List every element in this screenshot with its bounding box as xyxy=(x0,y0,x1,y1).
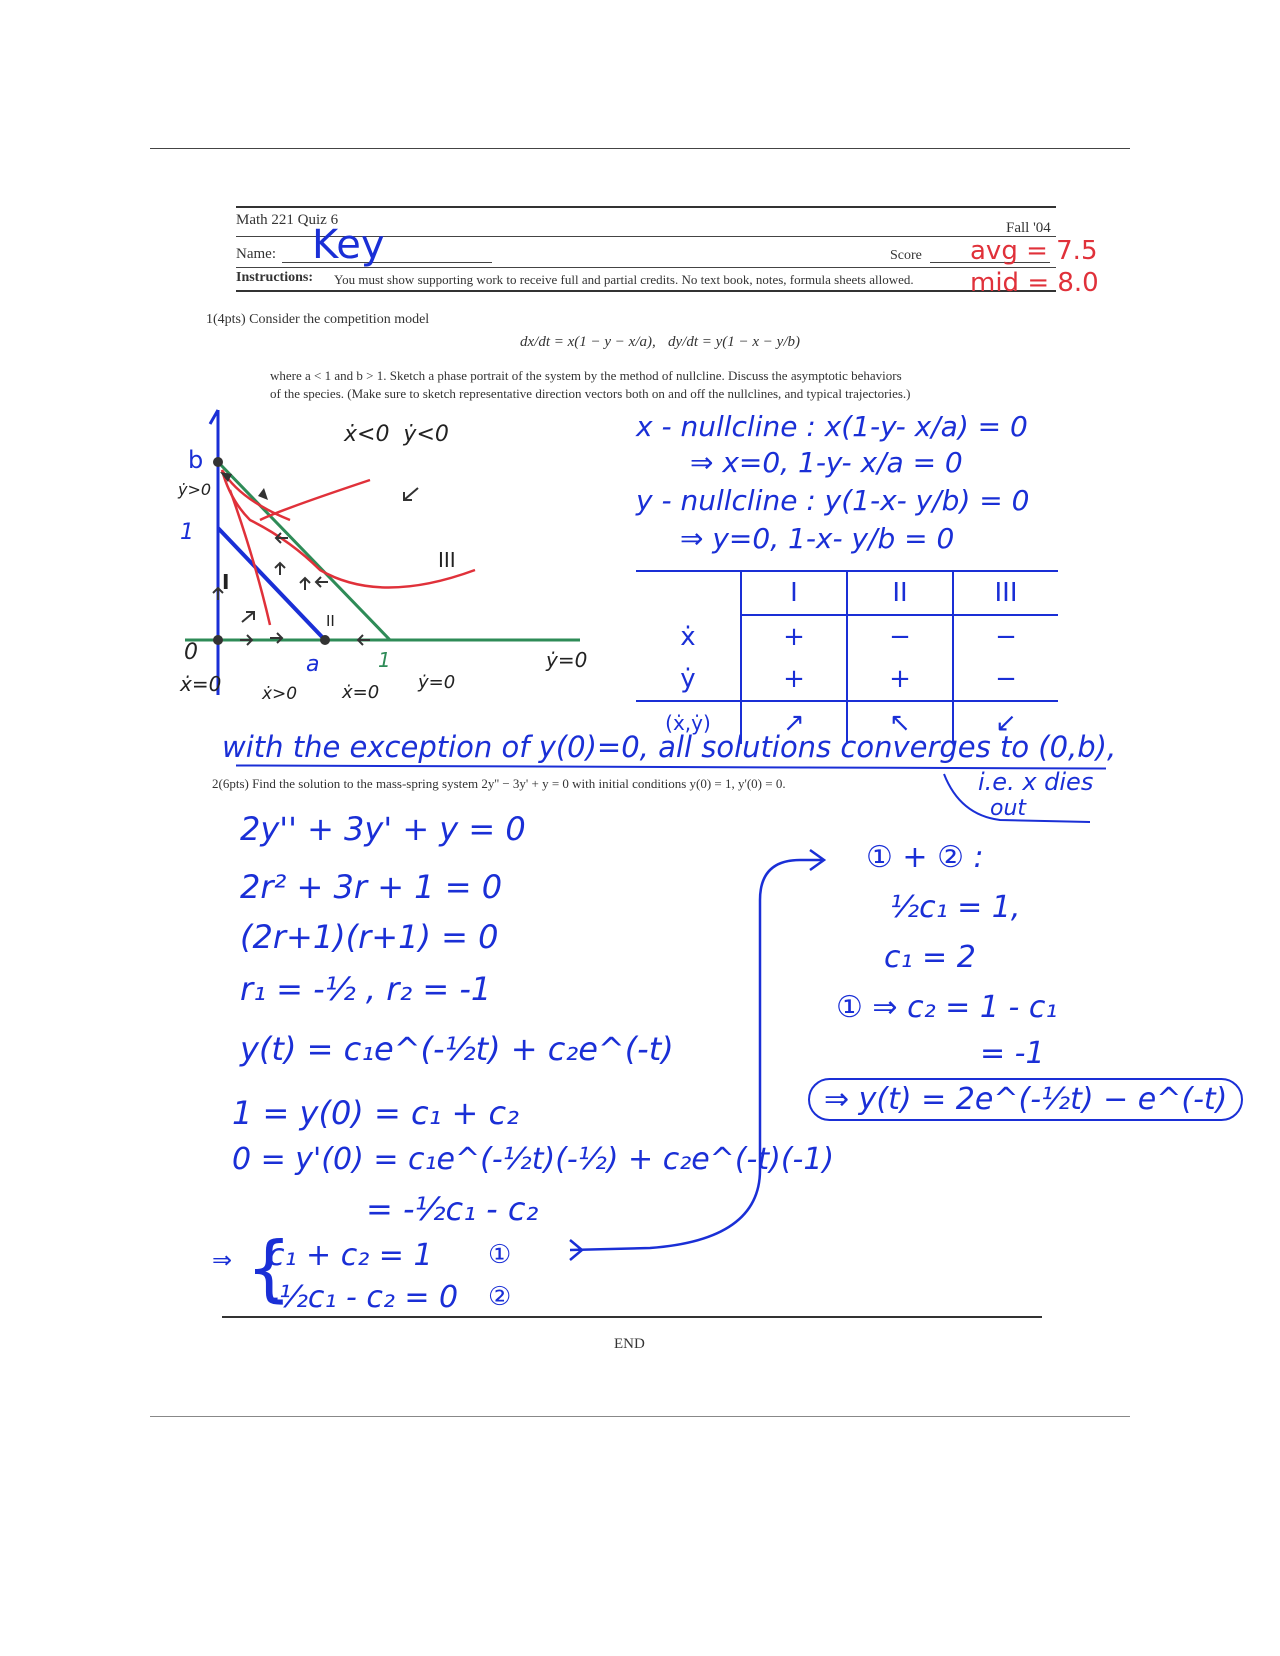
problem1-conditions-2: of the species. (Make sure to sketch representative direction vectors both on and off the nullclines, and typical trajectories.) xyxy=(270,386,911,401)
diag-label-xdot-pos: ẋ>0 xyxy=(262,684,298,704)
table-cell: + xyxy=(741,658,847,701)
y-nullcline-line xyxy=(218,462,390,640)
top-page-rule xyxy=(150,148,1130,149)
table-row xyxy=(636,658,1058,701)
solution-step-5: y(t) = c₁e^(-½t) + c₂e^(-t) xyxy=(240,1030,674,1068)
solution-right-3: c₁ = 2 xyxy=(884,940,976,975)
footer-end: END xyxy=(614,1336,645,1352)
diag-label-region-II: II xyxy=(326,612,335,630)
end-rule xyxy=(222,1316,1042,1318)
diag-label-a: a xyxy=(306,652,320,677)
score-avg: avg = 7.5 xyxy=(970,236,1098,266)
table-cell: ↙ xyxy=(995,708,1017,738)
header-rule-top xyxy=(236,206,1056,208)
instructions-text: You must show supporting work to receive full and partial credits. No text book, notes, formula sheets allowed. xyxy=(334,272,914,287)
system-eq1: c₁ + c₂ = 1 xyxy=(268,1238,433,1273)
diag-label-ydot-zero-bottom: ẏ=0 xyxy=(418,672,456,693)
final-answer: ⇒ y(t) = 2e^(-½t) − e^(-t) xyxy=(808,1078,1243,1121)
system-eq2: -½c₁ - c₂ = 0 xyxy=(268,1280,459,1315)
name-label: Name: xyxy=(236,246,276,262)
solution-step-2: 2r² + 3r + 1 = 0 xyxy=(240,868,503,906)
table-cell: ẏ xyxy=(636,658,741,701)
diag-label-xdot-zero-left: ẋ=0 xyxy=(180,672,222,696)
table-cell: − xyxy=(995,622,1017,652)
arrow-up-2 xyxy=(300,578,310,590)
solution-right-5: = -1 xyxy=(980,1036,1045,1071)
equilibrium-b xyxy=(213,457,223,467)
solution-step-4: r₁ = -½ , r₂ = -1 xyxy=(240,970,492,1008)
diag-label-1-x: 1 xyxy=(378,648,391,672)
diag-label-b: b xyxy=(188,446,204,474)
conclusion-line3: out xyxy=(990,796,1027,821)
arrow-down-left-top xyxy=(404,488,418,500)
solution-step-7: 0 = y'(0) = c₁e^(-½t)(-½) + c₂e^(-t)(-1) xyxy=(232,1142,835,1177)
instructions-label: Instructions: xyxy=(236,270,314,285)
diag-label-ydot-pos: ẏ>0 xyxy=(178,480,212,499)
diag-label-region-I: I xyxy=(222,570,230,594)
diag-label-xdot-zero: ẋ=0 xyxy=(342,682,380,703)
table-header-III: III xyxy=(953,571,1058,615)
problem2-prompt: 2(6pts) Find the solution to the mass-spring system 2y'' − 3y' + y = 0 with initial conditions y(0) = 1, y'(0) = 0. xyxy=(212,776,786,791)
system-brace: { xyxy=(246,1226,292,1310)
table-cell: + xyxy=(741,615,847,658)
name-value: Key xyxy=(312,222,385,268)
solution-right-4: ① ⇒ c₂ = 1 - c₁ xyxy=(836,990,1058,1025)
system-tag2: ② xyxy=(488,1282,512,1312)
solution-right-1: ① + ② : xyxy=(866,840,984,875)
conclusion-line1: with the exception of y(0)=0, all solutions converges to (0,b), xyxy=(222,730,1117,764)
system-tag1: ① xyxy=(488,1240,512,1270)
table-cell: ↖ xyxy=(847,701,953,744)
arrow-ne xyxy=(242,612,254,622)
table-header-II: II xyxy=(847,571,953,615)
arrowhead-ur-2 xyxy=(258,488,268,500)
arrow-right-1 xyxy=(240,635,252,645)
solution-step-3: (2r+1)(r+1) = 0 xyxy=(240,918,499,956)
conclusion-bracket xyxy=(940,770,1100,830)
table-cell: − xyxy=(847,615,953,658)
problem-divider xyxy=(236,764,1106,769)
diag-label-top: ẋ<0 ẏ<0 xyxy=(344,422,449,447)
table-cell xyxy=(636,571,741,615)
x-nullcline-1: x - nullcline : x(1-y- x/a) = 0 xyxy=(636,410,1028,443)
y-nullcline-1: y - nullcline : y(1-x- y/b) = 0 xyxy=(636,484,1030,517)
table-cell: ↗ xyxy=(741,701,847,744)
score-mid: mid = 8.0 xyxy=(970,268,1099,298)
table-cell: ẋ xyxy=(636,615,741,658)
term-label: Fall '04 xyxy=(1006,220,1051,236)
diag-label-ydot-zero-right: ẏ=0 xyxy=(546,648,588,672)
table-cell: + xyxy=(847,658,953,701)
arrow-left-axis xyxy=(358,635,370,645)
table-cell: − xyxy=(953,658,1058,701)
connector-arrow xyxy=(560,840,840,1270)
system-arrow-left: ⇒ xyxy=(212,1246,233,1274)
x-nullcline-line xyxy=(218,528,325,640)
arrow-up-1 xyxy=(275,563,285,575)
course-title: Math 221 Quiz 6 xyxy=(236,212,339,228)
diag-label-region-III: III xyxy=(438,548,456,572)
solution-step-6: 1 = y(0) = c₁ + c₂ xyxy=(232,1094,519,1132)
solution-step-1: 2y'' + 3y' + y = 0 xyxy=(240,810,526,848)
problem1-prompt: 1(4pts) Consider the competition model xyxy=(206,312,430,327)
solution-step-8: = -½c₁ - c₂ xyxy=(366,1190,539,1228)
table-row xyxy=(636,615,1058,658)
conclusion-line2: i.e. x dies xyxy=(978,768,1094,796)
equilibrium-origin xyxy=(213,635,223,645)
table-header-I: I xyxy=(741,571,847,615)
sign-table xyxy=(636,570,1058,744)
x-nullcline-2: ⇒ x=0, 1-y- x/a = 0 xyxy=(690,446,963,479)
equation-dx: dx/dt = x(1 − y − x/a), xyxy=(520,334,656,350)
bottom-page-rule xyxy=(150,1416,1130,1417)
equation-dy: dy/dt = y(1 − x − y/b) xyxy=(668,334,800,350)
y-nullcline-2: ⇒ y=0, 1-x- y/b = 0 xyxy=(680,522,955,555)
equilibrium-a xyxy=(320,635,330,645)
header-rule-instr-bottom xyxy=(236,290,1056,292)
table-row xyxy=(636,571,1058,615)
score-label: Score xyxy=(890,248,922,263)
solution-right-2: ½c₁ = 1, xyxy=(890,890,1021,925)
problem1-conditions: where a < 1 and b > 1. Sketch a phase portrait of the system by the method of nullcline. Discuss the asymptotic behaviors xyxy=(270,368,902,383)
table-cell: (ẋ,ẏ) xyxy=(636,701,741,744)
diag-label-origin: 0 xyxy=(184,640,198,665)
arrow-left-2 xyxy=(316,577,328,587)
diag-label-1-y: 1 xyxy=(180,520,194,545)
